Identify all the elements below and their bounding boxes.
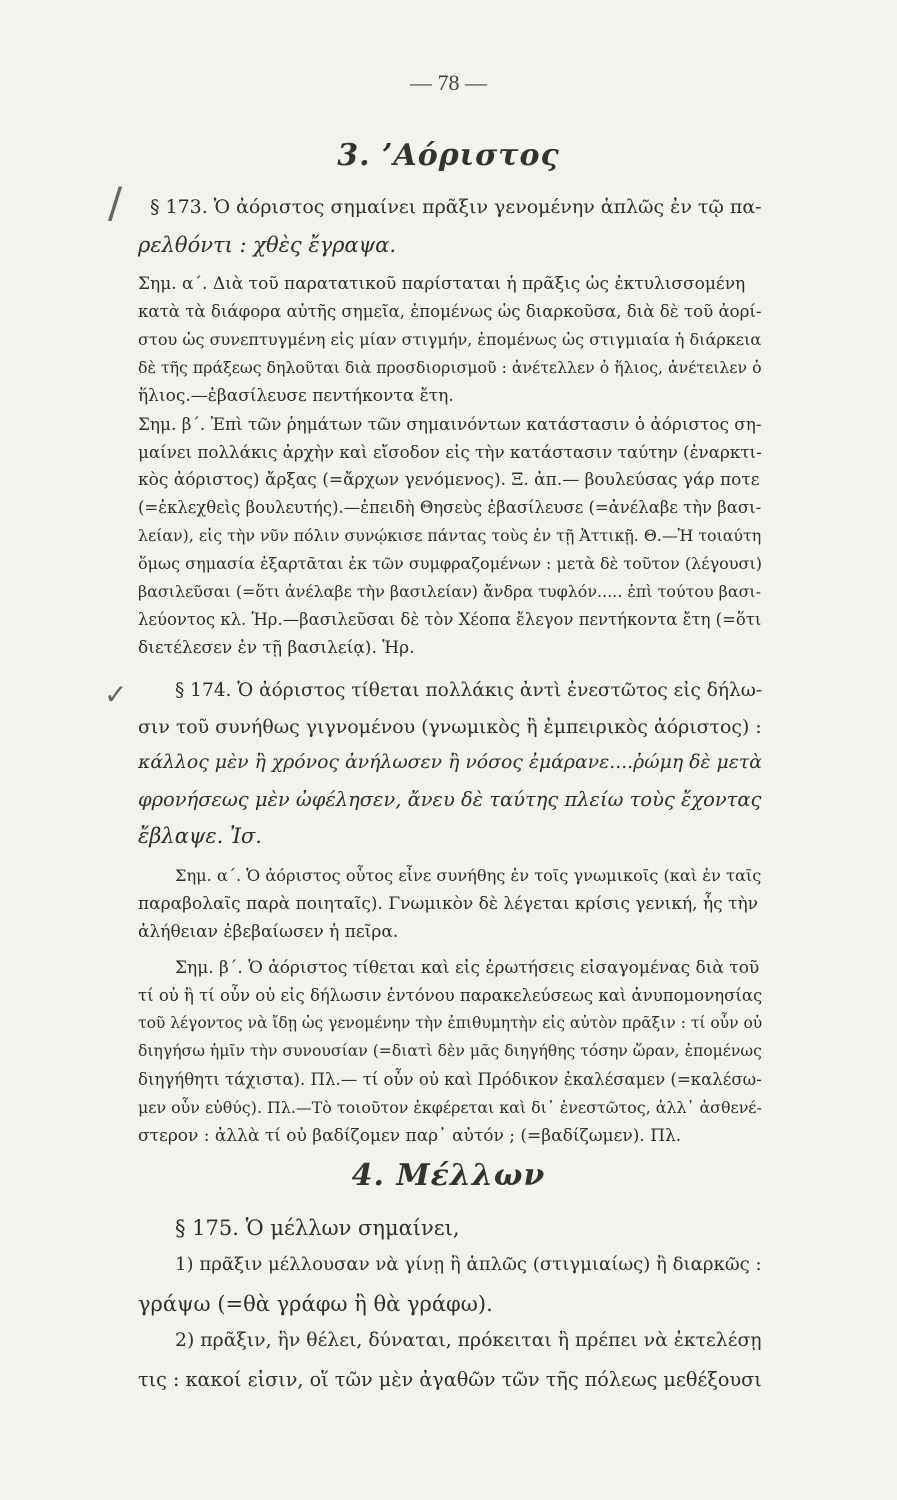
text-line: γράψω (=θὰ γράφω ἢ θὰ γράφω). [138, 1292, 493, 1316]
text-line: σιν τοῦ συνήθως γιγνομένου (γνωμικὸς ἢ ἐμπειρικὸς ἀόριστος) : [138, 716, 762, 738]
text-line: ἀλήθειαν ἐβεβαίωσεν ἡ πεῖρα. [138, 922, 399, 942]
text-line: 2) πρᾶξιν, ἣν θέλει, δύναται, πρόκειται ἢ πρέπει νὰ ἐκτελέσῃ [175, 1330, 762, 1351]
text-line: Σημ. α΄. Ὁ ἀόριστος οὗτος εἶνε συνήθης ἐν τοῖς γνωμικοῖς (καὶ ἐν ταῖς [175, 866, 762, 885]
text-line: κάλλος μὲν ἢ χρόνος ἀνήλωσεν ἢ νόσος ἐμάρανε....ῥώμη δὲ μετὰ [138, 752, 762, 773]
text-line: διετέλεσεν ἐν τῇ βασιλείᾳ). Ἡρ. [138, 638, 415, 658]
text-line: τοῦ λέγοντος νὰ ἴδῃ ὡς γενομένην τὴν ἐπιθυμητὴν εἰς αὐτὸν πρᾶξιν : τί οὖν οὐ [138, 1014, 763, 1032]
text-line: φρονήσεως μὲν ὠφέλησεν, ἄνευ δὲ ταύτης πλείω τοὺς ἔχοντας [138, 788, 762, 811]
text-line: παραβολαῖς παρὰ ποιηταῖς). Γνωμικὸν δὲ λέγεται κρίσις γενική, ἧς τὴν [138, 894, 759, 914]
section-heading: 3. ’Αόριστος [337, 138, 560, 173]
text-line: διηγήσω ἡμῖν τὴν συνουσίαν (=διατὶ δὲν μᾶς διηγήθης τόσην ὥραν, ἑπομένως [138, 1042, 762, 1060]
text-line: διηγήθητι τάχιστα). Πλ.— τί οὖν οὐ καὶ Πρόδικον ἐκαλέσαμεν (=καλέσω- [138, 1070, 762, 1089]
text-line: § 173. Ὁ ἀόριστος σημαίνει πρᾶξιν γενομένην ἁπλῶς ἐν τῷ πα- [150, 196, 762, 218]
text-line: 1) πρᾶξιν μέλλουσαν νὰ γίνῃ ἢ ἁπλῶς (στιγμιαίως) ἢ διαρκῶς : [175, 1254, 762, 1275]
section-heading-2: 4. Μέλλων [351, 1158, 546, 1193]
text-line: ὅμως σημασία ἐξαρτᾶται ἐκ τῶν συμφραζομένων : μετὰ δὲ τοῦτον (λέγουσι) [138, 554, 762, 573]
text-line: Σημ. α΄. Διὰ τοῦ παρατατικοῦ παρίσταται ἡ πρᾶξις ὡς ἐκτυλισσομένη [138, 274, 746, 294]
pencil-mark-icon: / [108, 178, 123, 227]
text-line: κὸς ἀόριστος) ἄρξας (=ἄρχων γενόμενος). Ξ. ἀπ.— βουλεύσας γάρ ποτε [138, 470, 760, 490]
text-line: λεύοντος κλ. Ἡρ.—βασιλεῦσαι δὲ τὸν Χέοπα ἔλεγον πεντήκοντα ἔτη (=ὅτι [138, 610, 762, 629]
text-line: Σημ. β΄. Ὁ ἀόριστος τίθεται καὶ εἰς ἐρωτήσεις εἰσαγομένας διὰ τοῦ [175, 958, 760, 978]
text-line: βασιλεῦσαι (=ὅτι ἀνέλαβε τὴν βασιλείαν) ἄνδρα τυφλόν..... ἐπὶ τούτου βασι- [138, 582, 762, 601]
text-line: κατὰ τὰ διάφορα αὐτῆς σημεῖα, ἑπομένως ὡς διαρκοῦσα, διὰ δὲ τοῦ ἀορί- [138, 302, 762, 321]
text-line: § 174. Ὁ ἀόριστος τίθεται πολλάκις ἀντὶ ἐνεστῶτος εἰς δήλω- [175, 680, 763, 701]
text-line: τις : κακοί εἰσιν, οἵ τῶν μὲν ἀγαθῶν τῶν τῆς πόλεως μεθέξουσι [138, 1368, 762, 1391]
text-line: μεν οὖν εὐθύς). Πλ.—Τὸ τοιοῦτον ἐκφέρεται καὶ δι᾽ ἐνεστῶτος, ἀλλ᾽ ἀσθενέ- [138, 1098, 762, 1117]
text-line: (=ἐκλεχθεὶς βουλευτής).—ἐπειδὴ Θησεὺς ἐβασίλευσε (=ἀνέλαβε τὴν βασι- [138, 498, 762, 517]
text-line: ἔβλαψε. Ἰσ. [138, 824, 262, 848]
text-line: δὲ τῆς πράξεως δηλοῦται διὰ προσδιορισμοῦ : ἀνέτελλεν ὁ ἥλιος, ἀνέτειλεν ὁ [138, 358, 762, 377]
text-line: στου ὡς συνεπτυγμένη εἰς μίαν στιγμήν, ἑπομένως ὡς στιγμιαία ἡ διάρκεια [138, 330, 762, 349]
text-line: § 175. Ὁ μέλλων σημαίνει, [175, 1216, 460, 1240]
text-line: μαίνει πολλάκις ἀρχὴν καὶ εἴσοδον εἰς τὴν κατάστασιν ταύτην (ἐναρκτι- [138, 442, 762, 462]
text-line: λείαν), εἰς τὴν νῦν πόλιν συνῴκισε πάντας τοὺς ἐν τῇ Ἀττικῇ. Θ.—Ἡ τοιαύτη [138, 526, 762, 545]
text-line: στερον : ἀλλὰ τί οὐ βαδίζομεν παρ᾽ αὐτόν ; (=βαδίζωμεν). Πλ. [138, 1126, 682, 1146]
page-number: — 78 — [410, 70, 487, 95]
text-line: τί οὐ ἢ τί οὖν οὐ εἰς δήλωσιν ἐντόνου παρακελεύσεως καὶ ἀνυπομονησίας [138, 986, 763, 1005]
text-line: ρελθόντι : χθὲς ἔγραψα. [138, 233, 396, 257]
text-line: ἥλιος.—ἐβασίλευσε πεντήκοντα ἔτη. [138, 386, 454, 406]
pencil-mark-icon: ✓ [104, 678, 128, 711]
text-line: Σημ. β΄. Ἐπὶ τῶν ῥημάτων τῶν σημαινόντων κατάστασιν ὁ ἀόριστος ση- [138, 414, 762, 434]
